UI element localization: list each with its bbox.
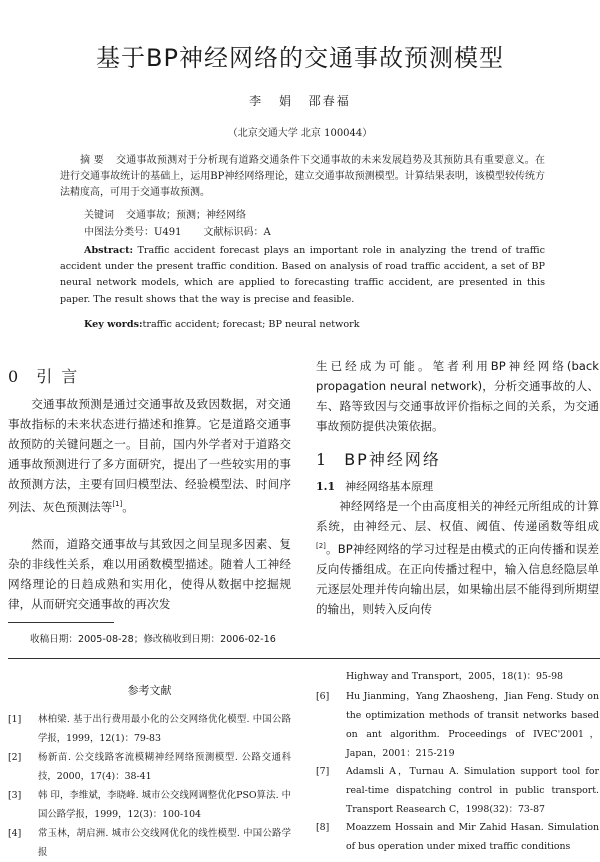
subsection-1-1-title: 神经网络基本原理 — [345, 480, 434, 493]
section-1-p-b: 。BP神经网络的学习过程是由模式的正向传播和误差反向传播组成。在正向传播过程中，输入信息经隐层单元逐层处理并传向输出层，如果输出层不能得到所期望的输出，则转入反向传 — [316, 541, 599, 616]
keywords-en-text: traffic accident; forecast; BP neural network — [142, 319, 360, 330]
doc-value: A — [263, 227, 271, 238]
reference-text: 林柏梁. 基于出行费用最小化的公交网络优化模型. 中国公路学报，1999，12(1)：79-83 — [38, 714, 291, 744]
reference-number: [4] — [8, 828, 22, 839]
reference-item — [8, 748, 291, 786]
abstract-en-label: Abstract: — [84, 245, 134, 256]
abstract-en-text: Traffic accident forecast plays an important role in analyzing the trend of traffic accident under the present traffic condition. Based on analysis of road traffic accident, a set of BP neural network models, which are applied to forecasting traffic accident, are presented in this paper. The result shows that the way is precise and feasible. — [60, 245, 545, 305]
section-1-heading — [316, 447, 599, 470]
clc-value: U491 — [154, 227, 182, 238]
reference-number: [2] — [8, 752, 22, 763]
doc-label: 文献标识码： — [203, 227, 264, 238]
abstract-cn-text: 交通事故预测对于分析现有道路交通条件下交通事故的未来发展趋势及其预防具有重要意义。在进行交通事故统计的基础上，运用BP神经网络理论，建立交通事故预测模型。计算结果表明，该模型较传统方法精度高，可用于交通事故预测。 — [60, 155, 546, 198]
abstract-en — [60, 243, 545, 308]
abstract-cn — [60, 153, 545, 201]
references-title: 参考文献 — [127, 684, 172, 697]
keywords-en — [84, 317, 360, 333]
section-0-number: 0 — [8, 367, 21, 386]
section-1-paragraph — [316, 496, 599, 619]
affiliation: （北京交通大学 北京 100044） — [227, 128, 373, 139]
section-0-heading — [8, 364, 291, 387]
reference-item — [8, 786, 291, 824]
reference-number: [6] — [316, 691, 330, 702]
references-rule — [8, 658, 600, 659]
classification — [84, 225, 293, 241]
section-1-title: BP神经网络 — [344, 450, 441, 469]
keywords-cn — [84, 208, 246, 224]
reference-number: [8] — [316, 822, 330, 833]
section-1-p-a: 神经网络是一个由高度相关的神经元所组成的计算系统，由神经元、层、权值、阈值、传递函数等组成 — [316, 499, 599, 533]
intro-p1-end: 。 — [122, 499, 134, 514]
reference-text: Adamsli A，Turnau A. Simulation support tool for real-time dispatching control in public transport. Transport Reasearch C，1998(32)：73-87 — [346, 766, 599, 815]
footnote-rule — [8, 622, 114, 623]
keywords-en-label: Key words: — [84, 319, 143, 330]
reference-text: Hu Jianming，Yang Zhaosheng，Jian Feng. Study on the optimization methods of transit networks based on ant algorithm. Proceedings of IVEC'2001，Japan，2001：215-219 — [346, 691, 599, 759]
abstract-cn-label: 摘 要 — [80, 155, 104, 166]
intro-paragraph-1 — [8, 394, 291, 517]
clc-label: 中图法分类号： — [84, 227, 154, 238]
reference-text: 韩 印，李维斌，李晓峰. 城市公交线网调整优化PSO算法. 中国公路学报，1999，12(3)：100-104 — [38, 790, 291, 820]
reference-item — [8, 710, 291, 748]
paper-title: 基于BP神经网络的交通事故预测模型 — [96, 44, 504, 72]
received-dates: 收稿日期：2005-08-28；修改稿收到日期：2006-02-16 — [30, 634, 276, 645]
intro-p1-citation: [1] — [112, 500, 123, 508]
keywords-cn-label: 关键词 — [84, 210, 114, 221]
reference-item — [316, 762, 599, 819]
reference-item — [316, 687, 599, 763]
reference-text: Moazzem Hossain and Mir Zahid Hasan. Simulation of bus operation under mixed traffic conditions — [346, 822, 599, 852]
section-1-citation: [2] — [316, 542, 326, 550]
section-0-title: 引 言 — [36, 367, 80, 386]
subsection-1-1-number: 1.1 — [316, 480, 336, 493]
reference-number: [3] — [8, 790, 22, 801]
reference-item — [8, 824, 291, 862]
intro-p1-text: 交通事故预测是通过交通事故及致因数据，对交通事故指标的未来状态进行描述和推算。它是道路交通事故预防的关键问题之一。目前，国内外学者对于道路交通事故预测进行了多方面研究，提出了一些较实用的事故预测方法，主要有回归模型法、经验模型法、时间序列法、灰色预测法等 — [8, 397, 291, 514]
reference-number: [7] — [316, 766, 330, 777]
intro-paragraph-2: 然而，道路交通事故与其致因之间呈现多因素、复杂的非线性关系，难以用函数模型描述。随着人工神经网络理论的日趋成熟和实用化，使得从数据中挖掘规律，从而研究交通事故的再次发 — [8, 537, 291, 611]
reference-text: Highway and Transport，2005，18(1)：95-98 — [346, 671, 563, 682]
reference-text: 杨新苗. 公交线路客流模糊神经网络预测模型. 公路交通科技，2000，17(4)：38-41 — [38, 752, 291, 782]
section-1-number: 1 — [316, 450, 329, 469]
intro-continuation: 生已经成为可能。笔者利用BP神经网络(back propagation neural network)，分析交通事故的人、车、路等致因与交通事故评价指标之间的关系，为交通事故预防提供决策依据。 — [316, 359, 599, 433]
reference-item — [316, 818, 599, 856]
keywords-cn-text: 交通事故；预测；神经网络 — [126, 210, 246, 221]
authors: 李 娟 邵春福 — [249, 94, 351, 108]
subsection-1-1-heading — [316, 478, 599, 494]
reference-text: 常玉林，胡启洲. 城市公交线网优化的线性模型. 中国公路学报 — [38, 828, 291, 858]
reference-continuation — [316, 667, 599, 686]
reference-number: [1] — [8, 714, 22, 725]
